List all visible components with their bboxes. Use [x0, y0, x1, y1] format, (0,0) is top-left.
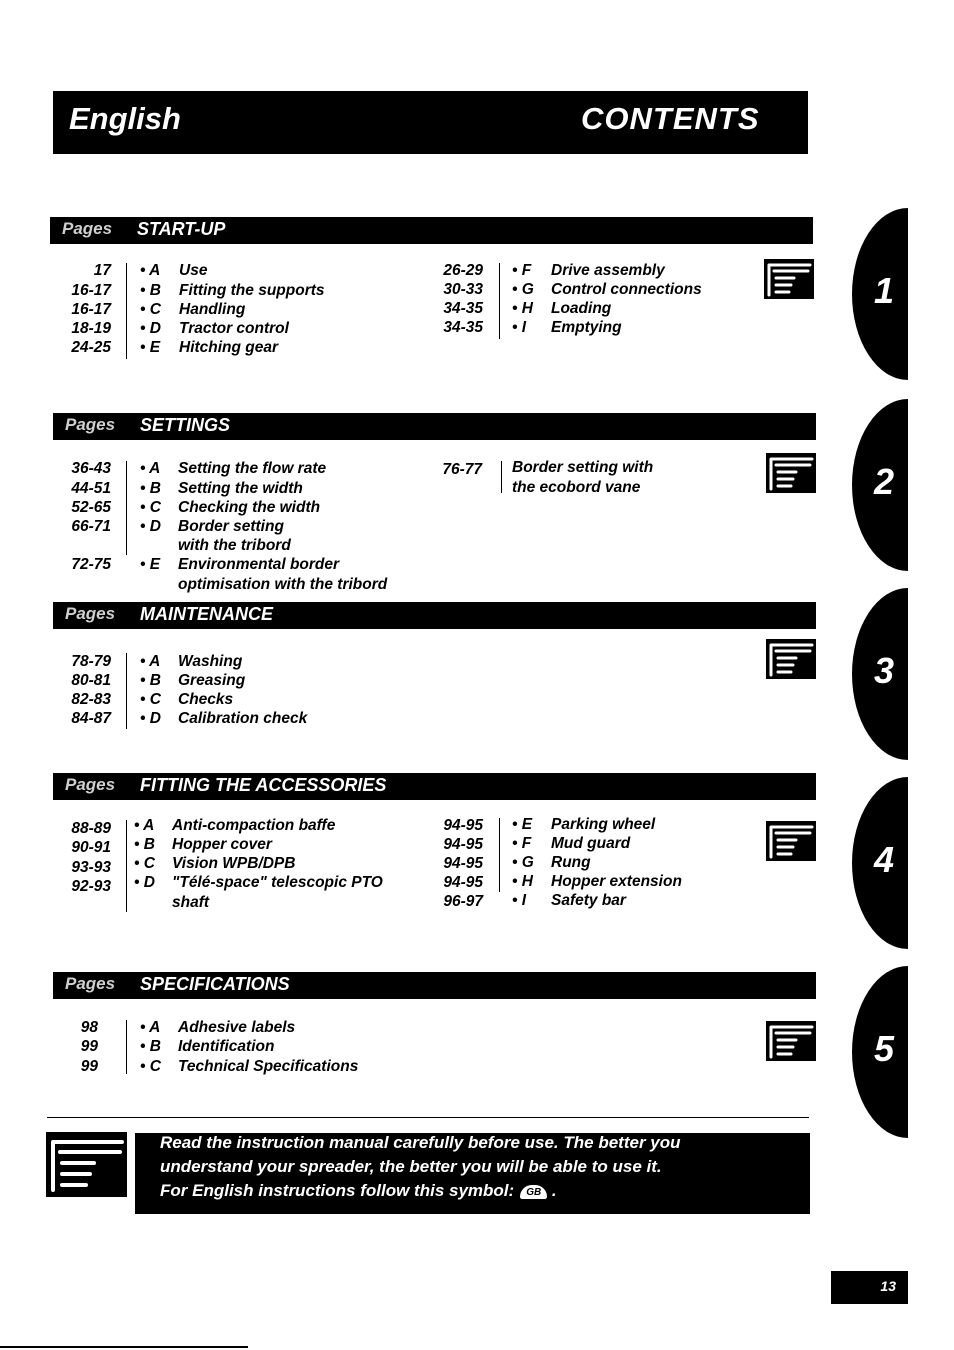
pointing-hand-icon [766, 639, 816, 679]
toc-letter: • A [140, 1019, 161, 1036]
toc-letter: • D [140, 320, 161, 337]
toc-pages: 34-35 [443, 300, 483, 317]
chapter-tab-2[interactable] [852, 399, 908, 571]
pages-label: Pages [62, 219, 113, 238]
footer-rule [0, 1346, 248, 1348]
toc-link-hopper-cover[interactable]: Hopper cover [172, 836, 272, 853]
toc-pages: 93-93 [71, 859, 111, 876]
tab-number: 3 [874, 650, 895, 691]
toc-pages: 94-95 [443, 874, 483, 891]
toc-pages: 24-25 [71, 339, 111, 356]
toc-letter: • C [134, 855, 155, 872]
toc-link-greasing[interactable]: Greasing [178, 672, 246, 689]
toc-letter: • E [140, 339, 161, 356]
note-period: . [551, 1181, 557, 1200]
section-bar-settings [53, 413, 816, 440]
toc-letter: • C [140, 499, 161, 516]
toc-pages: 34-35 [443, 319, 483, 336]
section-title-accessories: FITTING THE ACCESSORIES [140, 775, 387, 795]
toc-pages: 66-71 [71, 518, 111, 535]
toc-pages: 98 [80, 1019, 98, 1036]
toc-link-safety-bar[interactable]: Safety bar [551, 892, 626, 909]
pages-label: Pages [65, 775, 116, 794]
toc-pages: 76-77 [442, 461, 482, 478]
toc-pages: 90-91 [71, 839, 111, 856]
toc-letter: • A [140, 653, 161, 670]
toc-pages: 72-75 [71, 556, 111, 573]
chapter-tab-1[interactable] [852, 208, 908, 380]
divider [126, 461, 127, 555]
pages-label: Pages [65, 415, 116, 434]
toc-letter: • B [134, 836, 155, 853]
toc-pages: 44-51 [71, 480, 111, 497]
toc-link-washing[interactable]: Washing [178, 653, 243, 670]
toc-link-continuation[interactable]: shaft [172, 894, 210, 911]
page-number: 13 [880, 1278, 896, 1294]
toc-pages: 26-29 [443, 262, 483, 279]
toc-link-adhesive-labels[interactable]: Adhesive labels [178, 1019, 296, 1036]
toc-letter: • G [512, 854, 534, 871]
toc-link-environmental-border[interactable]: Environmental border [178, 556, 340, 573]
toc-link-tractor-control[interactable]: Tractor control [179, 320, 289, 337]
section-bar-startup [50, 217, 813, 244]
toc-letter: • A [134, 817, 155, 834]
divider [126, 653, 127, 729]
contents-header [53, 91, 808, 154]
section-bar-maintenance [53, 602, 816, 629]
toc-pages: 18-19 [71, 320, 111, 337]
toc-link-identification[interactable]: Identification [178, 1038, 275, 1055]
toc-link-continuation[interactable]: with the tribord [178, 537, 291, 554]
toc-link-technical-specifications[interactable]: Technical Specifications [178, 1058, 359, 1075]
toc-pages: 82-83 [71, 691, 111, 708]
note-line-1: Read the instruction manual carefully before use. The better you [160, 1133, 681, 1152]
toc-letter: • B [140, 1038, 161, 1055]
toc-letter: • E [140, 556, 161, 573]
toc-letter: • A [140, 262, 161, 279]
toc-pages: 16-17 [71, 282, 111, 299]
tab-number: 2 [874, 461, 895, 502]
toc-link-border-setting[interactable]: Border setting [178, 518, 284, 535]
toc-letter: • C [140, 301, 161, 318]
section-bar-specifications [53, 972, 816, 999]
toc-link-continuation[interactable]: the ecobord vane [512, 479, 641, 496]
toc-pages: 96-97 [443, 893, 483, 910]
toc-link-ecobord[interactable]: Border setting with [512, 459, 654, 476]
note-line-3 [160, 1181, 557, 1201]
toc-pages: 17 [93, 262, 111, 279]
toc-letter: • D [134, 874, 155, 891]
toc-letter: • G [512, 281, 534, 298]
section-title-specifications: SPECIFICATIONS [140, 974, 290, 994]
divider [501, 461, 502, 493]
chapter-tab-5[interactable] [852, 966, 908, 1138]
toc-pages: 30-33 [443, 281, 483, 298]
toc-letter: • B [140, 480, 161, 497]
toc-letter: • I [512, 892, 527, 909]
pages-label: Pages [65, 974, 116, 993]
contents-title: CONTENTS [581, 101, 760, 136]
toc-link-mud-guard[interactable]: Mud guard [551, 835, 631, 852]
toc-link-setting-width[interactable]: Setting the width [178, 480, 303, 497]
toc-pages: 80-81 [71, 672, 111, 689]
toc-pages: 78-79 [71, 653, 111, 670]
divider [126, 263, 127, 359]
toc-letter: • F [512, 262, 532, 279]
toc-link-checking-width[interactable]: Checking the width [178, 499, 321, 516]
toc-letter: • I [512, 319, 527, 336]
toc-link-vision[interactable]: Vision WPB/DPB [172, 855, 296, 872]
section-title-maintenance: MAINTENANCE [140, 604, 273, 624]
pointing-hand-icon [766, 821, 816, 861]
tab-number: 1 [874, 270, 895, 311]
note-line-3-text: For English instructions follow this symbol: [160, 1181, 515, 1200]
chapter-tab-3[interactable] [852, 588, 908, 760]
toc-letter: • B [140, 282, 161, 299]
toc-link-flow-rate[interactable]: Setting the flow rate [178, 460, 327, 477]
language-title: English [69, 101, 181, 136]
toc-letter: • B [140, 672, 161, 689]
toc-letter: • E [512, 816, 533, 833]
toc-pages: 36-43 [71, 460, 111, 477]
pages-label: Pages [65, 604, 116, 623]
toc-pages: 94-95 [443, 836, 483, 853]
section-bar-accessories [53, 773, 816, 800]
toc-link-handling[interactable]: Handling [179, 301, 246, 318]
pointing-hand-icon [766, 453, 816, 493]
pointing-hand-icon [46, 1132, 127, 1197]
toc-link-control-connections[interactable]: Control connections [551, 281, 702, 298]
toc-pages: 94-95 [443, 855, 483, 872]
instruction-note [135, 1133, 810, 1214]
gb-symbol-icon: GB [520, 1185, 547, 1199]
toc-link-emptying[interactable]: Emptying [551, 319, 622, 336]
divider [126, 1020, 127, 1074]
toc-letter: • H [512, 873, 533, 890]
tab-number: 5 [874, 1028, 895, 1069]
toc-letter: • C [140, 691, 161, 708]
page-number-box [831, 1271, 908, 1304]
divider [47, 1117, 809, 1118]
toc-pages: 52-65 [71, 499, 111, 516]
toc-letter: • F [512, 835, 532, 852]
section-title-startup: START-UP [137, 219, 226, 239]
toc-link-anti-compaction[interactable]: Anti-compaction baffe [172, 817, 336, 834]
toc-pages: 99 [80, 1038, 98, 1055]
divider [499, 263, 500, 339]
toc-letter: • D [140, 710, 161, 727]
toc-link-tele-space[interactable]: "Télé-space" telescopic PTO [172, 874, 383, 891]
toc-link-fitting-supports[interactable]: Fitting the supports [179, 282, 325, 299]
tab-number: 4 [874, 839, 895, 880]
toc-link-hopper-extension[interactable]: Hopper extension [551, 873, 682, 890]
section-title-settings: SETTINGS [140, 415, 231, 435]
toc-link-parking-wheel[interactable]: Parking wheel [551, 816, 656, 833]
divider [499, 818, 500, 892]
toc-letter: • D [140, 518, 161, 535]
toc-pages: 16-17 [71, 301, 111, 318]
toc-link-use[interactable]: Use [179, 262, 208, 279]
note-line-2: understand your spreader, the better you will be able to use it. [160, 1157, 662, 1176]
toc-pages: 99 [80, 1058, 98, 1075]
toc-link-continuation[interactable]: optimisation with the tribord [178, 576, 388, 593]
toc-letter: • C [140, 1058, 161, 1075]
toc-letter: • H [512, 300, 533, 317]
toc-pages: 94-95 [443, 817, 483, 834]
toc-link-rung[interactable]: Rung [551, 854, 591, 871]
pointing-hand-icon [764, 259, 814, 299]
toc-link-drive-assembly[interactable]: Drive assembly [551, 262, 665, 279]
toc-pages: 92-93 [71, 878, 111, 895]
toc-link-hitching-gear[interactable]: Hitching gear [179, 339, 279, 356]
toc-link-checks[interactable]: Checks [178, 691, 234, 708]
toc-pages: 88-89 [71, 820, 111, 837]
toc-letter: • A [140, 460, 161, 477]
chapter-tab-4[interactable] [852, 777, 908, 949]
divider [126, 820, 127, 912]
pointing-hand-icon [766, 1021, 816, 1061]
toc-link-loading[interactable]: Loading [551, 300, 612, 317]
toc-pages: 84-87 [71, 710, 111, 727]
toc-link-calibration-check[interactable]: Calibration check [178, 710, 308, 727]
